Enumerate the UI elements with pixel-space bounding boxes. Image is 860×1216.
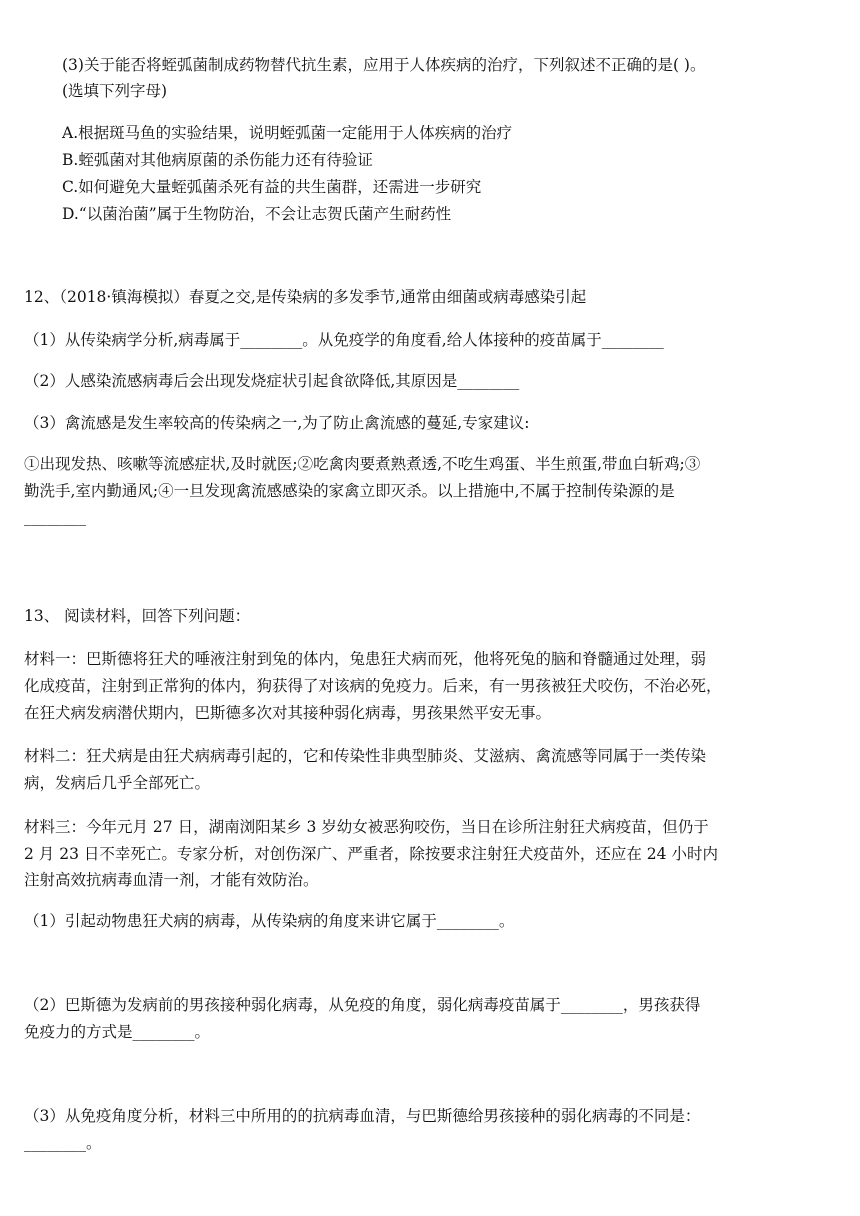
q13-part2-line2: 免疫力的方式是________。	[24, 1023, 211, 1041]
q12-part1: （1）从传染病学分析,病毒属于________。从免疫学的角度看,给人体接种的疫苗属于________	[24, 331, 664, 349]
q12-title: 12、（2018·镇海模拟）春夏之交,是传染病的多发季节,通常由细菌或病毒感染引起	[24, 288, 587, 306]
q13-material1-line3: 在狂犬病发病潜伏期内，巴斯德多次对其接种弱化病毒，男孩果然平安无事。	[24, 704, 552, 722]
q13-material3-line2: 2 月 23 日不幸死亡。专家分析，对创伤深广、严重者，除按要求注射狂犬疫苗外，还应在 24 小时内	[24, 845, 718, 863]
q11-option-c: C.如何避免大量蛭弧菌杀死有益的共生菌群，还需进一步研究	[62, 178, 482, 196]
q12-measures-line2: 勤洗手,室内勤通风;④一旦发现禽流感感染的家禽立即灭杀。以上措施中,不属于控制传染源的是	[24, 482, 675, 500]
q13-material2-line1: 材料二：狂犬病是由狂犬病病毒引起的，它和传染性非典型肺炎、艾滋病、禽流感等同属于一类传染	[24, 747, 707, 765]
q12-part3: （3）禽流感是发生率较高的传染病之一,为了防止禽流感的蔓延,专家建议:	[24, 414, 530, 432]
q11-option-d: D.“以菌治菌”属于生物防治，不会让志贺氏菌产生耐药性	[62, 205, 452, 223]
q13-material3-line1: 材料三：今年元月 27 日，湖南浏阳某乡 3 岁幼女被恶狗咬伤，当日在诊所注射狂犬病疫苗，但仍于	[24, 818, 709, 836]
q12-measures-line1: ①出现发热、咳嗽等流感症状,及时就医;②吃禽肉要煮熟煮透,不吃生鸡蛋、半生煎蛋,带血白斩鸡;③	[24, 455, 701, 473]
q13-part3-line2: ________。	[24, 1134, 102, 1152]
q13-material2-line2: 病，发病后几乎全部死亡。	[24, 774, 211, 792]
q11-part3-stem-line1: (3)关于能否将蛭弧菌制成药物替代抗生素，应用于人体疾病的治疗，下列叙述不正确的是( )。	[62, 56, 706, 74]
q11-option-b: B.蛭弧菌对其他病原菌的杀伤能力还有待验证	[62, 151, 373, 169]
q13-material1-line2: 化成疫苗，注射到正常狗的体内，狗获得了对该病的免疫力。后来，有一男孩被狂犬咬伤，不治必死，	[24, 677, 722, 695]
q13-part2-line1: （2）巴斯德为发病前的男孩接种弱化病毒，从免疫的角度，弱化病毒疫苗属于________，男孩获得	[24, 996, 701, 1014]
q13-material1-line1: 材料一：巴斯德将狂犬的唾液注射到兔的体内，兔患狂犬病而死，他将死兔的脑和脊髓通过处理，弱	[24, 650, 707, 668]
q13-material3-line3: 注射高效抗病毒血清一剂，才能有效防治。	[24, 871, 319, 889]
q13-part3-line1: （3）从免疫角度分析，材料三中所用的的抗病毒血清，与巴斯德给男孩接种的弱化病毒的不同是：	[24, 1107, 701, 1125]
q11-part3-stem-line2: (选填下列字母)	[62, 82, 168, 100]
q11-option-a: A.根据斑马鱼的实验结果，说明蛭弧菌一定能用于人体疾病的治疗	[62, 124, 513, 142]
q12-measures-line3: ________	[24, 508, 86, 526]
q13-part1: （1）引起动物患狂犬病的病毒，从传染病的角度来讲它属于________。	[24, 912, 515, 930]
q12-part2: （2）人感染流感病毒后会出现发烧症状引起食欲降低,其原因是________	[24, 372, 520, 390]
q13-title: 13、 阅读材料，回答下列问题：	[24, 607, 251, 625]
